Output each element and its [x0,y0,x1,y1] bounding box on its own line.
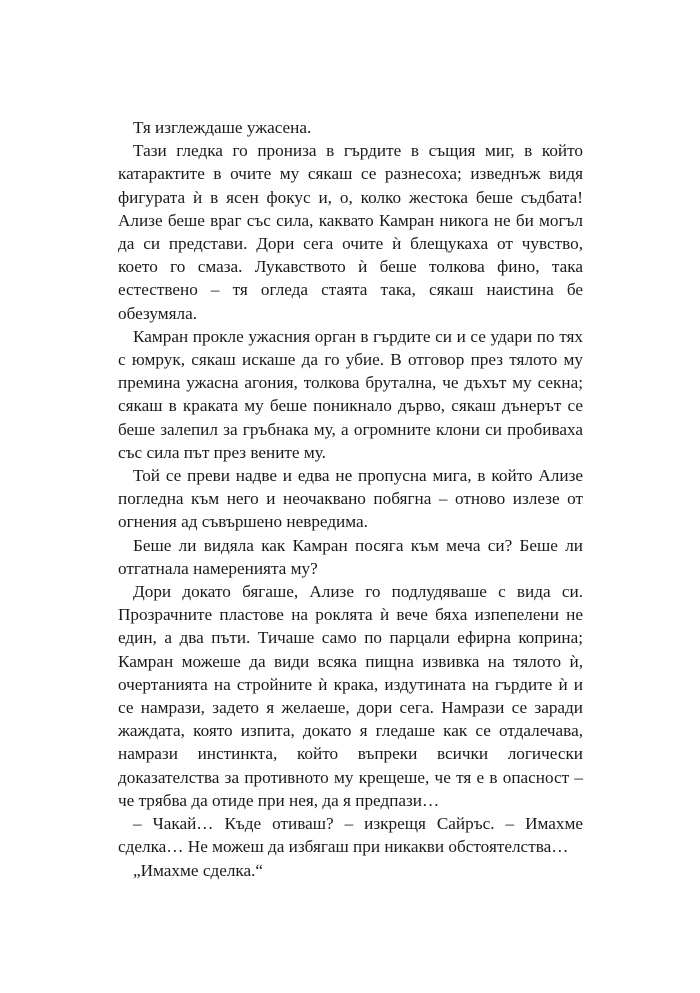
page-body [118,116,583,882]
paragraph-4: Той се преви надве и едва не пропусна мига, в който Ализе погледна към него и неочаквано побягна – отново излезе от огнения ад съвършено невредима. [118,466,583,532]
paragraph-3: Камран прокле ужасния орган в гърдите си и се удари по тях с юмрук, сякаш искаше да го убие. В отговор през тялото му премина ужасна агония, толкова брутална, че дъхът му секна; сякаш в краката му беше поникнало дърво, сякаш дънерът се беше залепил за гръбнака му, а огромните клони си пробиваха със сила път през вените му. [118,326,583,462]
paragraph-7: – Чакай… Къде отиваш? – изкрещя Сайръс. – Имахме сделка… Не можеш да избягаш при никакви обстоятелства… [118,814,583,857]
paragraph-2: Тази гледка го прониза в гърдите в същия миг, в който катарактите в очите му сякаш се разнесоха; изведнъж видя фигурата ѝ в ясен фокус и, о, колко жестока беше съдбата! Ализе беше враг със сила, каквато Камран никога не би могъл да си представи. Дори сега очите ѝ блещукаха от чувство, което го смаза. Лукавството ѝ беше толкова фино, така естествено – тя огледа стаята така, сякаш наистина бе обезумяла. [118,141,583,323]
paragraph-1: Тя изглеждаше ужасена. [133,118,312,137]
paragraph-5: Беше ли видяла как Камран посяга към меча си? Беше ли отгатнала намеренията му? [118,535,583,578]
paragraph-8: „Имахме сделка.“ [133,860,264,880]
paragraph-6: Дори докато бягаше, Ализе го подлудяваше с вида си. Прозрачните пластове на роклята ѝ вече бяха изпепелени не един, а два пъти. Тичаше само по парцали ефирна коприна; Камран можеше да види всяка пищна извивка на тялото ѝ, очертанията на стройните ѝ крака, издутината на гърдите ѝ и се намрази, задето я желаеше, дори сега. Намрази се заради жаждата, която изпита, докато я гледаше как се отдалечава, намрази инстинкта, който въпреки всички логически доказателства за противното му крещеше, че тя е в опасност – че трябва да отиде при нея, да я предпази… [118,582,583,810]
